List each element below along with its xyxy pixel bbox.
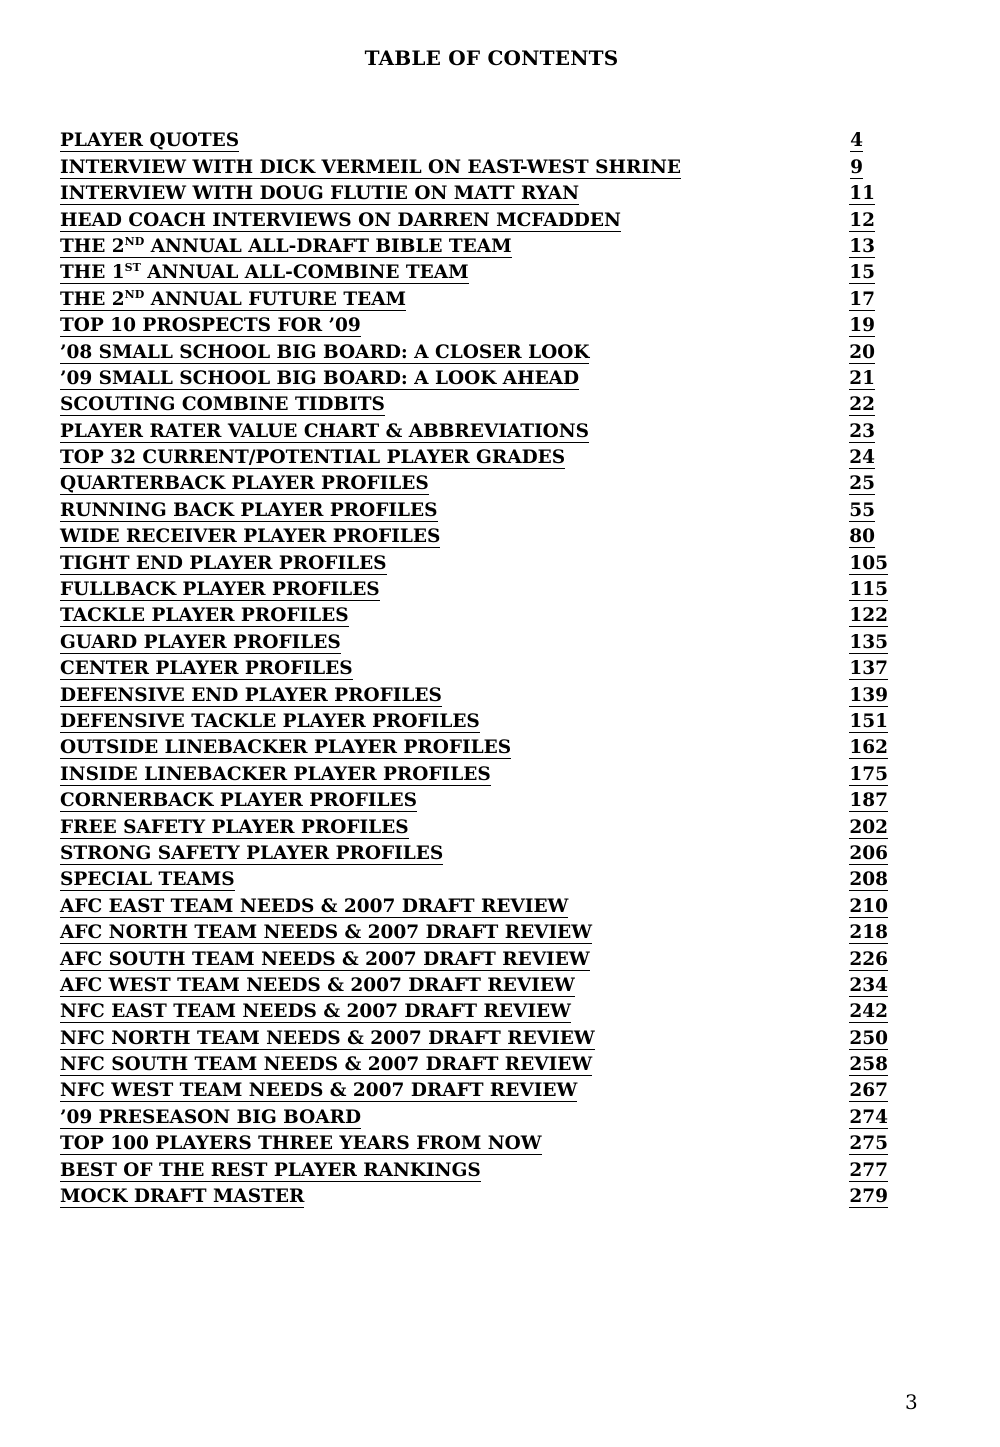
toc-entry-title-text: PLAYER RATER VALUE CHART & ABBREVIATIONS: [60, 420, 590, 442]
toc-entry-page-number[interactable]: 137: [849, 658, 888, 680]
toc-entry[interactable]: [60, 1182, 888, 1208]
toc-entry-title-text: SCOUTING COMBINE TIDBITS: [60, 394, 385, 416]
toc-entry-page-number[interactable]: 80: [849, 526, 875, 548]
toc-entry-title[interactable]: [60, 843, 443, 865]
toc-entry-title-text: NFC NORTH TEAM NEEDS & 2007 DRAFT REVIEW: [60, 1027, 595, 1049]
toc-entry-title[interactable]: [60, 605, 349, 627]
toc-entry-page-number[interactable]: 175: [849, 763, 888, 785]
toc-entry-title-text: DEFENSIVE END PLAYER PROFILES: [60, 684, 442, 706]
toc-entry-title-text: ANNUAL ALL-DRAFT BIBLE TEAM: [144, 235, 512, 257]
toc-entry-page-number[interactable]: 206: [849, 842, 888, 864]
toc-entry-title[interactable]: [60, 922, 592, 944]
toc-entry[interactable]: [60, 654, 888, 680]
toc-entry-title[interactable]: [60, 1160, 481, 1182]
toc-entry-title[interactable]: [60, 579, 380, 601]
toc-entry-page-number[interactable]: 274: [849, 1106, 888, 1128]
toc-entry-title-text: STRONG SAFETY PLAYER PROFILES: [60, 842, 444, 864]
toc-entry-title[interactable]: [60, 315, 361, 337]
toc-entry-title-text: ANNUAL FUTURE TEAM: [144, 288, 407, 310]
toc-entry-title[interactable]: [60, 368, 579, 390]
toc-entry-title[interactable]: [60, 1133, 542, 1155]
toc-entry[interactable]: [60, 284, 888, 310]
toc-entry[interactable]: [60, 918, 888, 944]
toc-entry[interactable]: [60, 548, 888, 574]
toc-entry-title[interactable]: [60, 1107, 361, 1129]
toc-entry-title-text: CORNERBACK PLAYER PROFILES: [60, 790, 417, 812]
toc-entry[interactable]: [60, 311, 888, 337]
toc-entry-title[interactable]: [60, 262, 469, 284]
toc-entry-title-text: TIGHT END PLAYER PROFILES: [60, 552, 387, 574]
toc-entry-page-number[interactable]: 151: [849, 710, 888, 732]
toc-entry[interactable]: [60, 680, 888, 706]
toc-entry-title[interactable]: [60, 394, 385, 416]
toc-entry-title-text: PLAYER QUOTES: [60, 130, 240, 152]
toc-entry[interactable]: [60, 733, 888, 759]
toc-entry-title[interactable]: [60, 764, 491, 786]
toc-entry-page-number[interactable]: 202: [849, 816, 888, 838]
toc-entry-title-text: DEFENSIVE TACKLE PLAYER PROFILES: [60, 710, 480, 732]
toc-entry[interactable]: [60, 469, 888, 495]
toc-entry-page-number[interactable]: 105: [849, 552, 888, 574]
toc-entry-page-number[interactable]: 267: [849, 1080, 888, 1102]
toc-entry[interactable]: [60, 416, 888, 442]
toc-entry-title-text: RUNNING BACK PLAYER PROFILES: [60, 499, 438, 521]
toc-entry-title-text: ’09 SMALL SCHOOL BIG BOARD: A LOOK AHEAD: [60, 367, 580, 389]
toc-entry-title[interactable]: [60, 1054, 592, 1076]
toc-entry[interactable]: [60, 258, 888, 284]
toc-entry[interactable]: [60, 1155, 888, 1181]
page-title: TABLE OF CONTENTS: [364, 46, 619, 70]
toc-entry-title-text: AFC SOUTH TEAM NEEDS & 2007 DRAFT REVIEW: [60, 948, 590, 970]
toc-entry-title[interactable]: [60, 1028, 595, 1050]
toc-entry-title-text: THE 2: [60, 288, 125, 310]
toc-entry-title-text: OUTSIDE LINEBACKER PLAYER PROFILES: [60, 737, 512, 759]
toc-entry-title[interactable]: [60, 447, 565, 469]
toc-entry[interactable]: [60, 891, 888, 917]
toc-entry-title[interactable]: [60, 1080, 577, 1102]
toc-entry-title-text: BEST OF THE REST PLAYER RANKINGS: [60, 1159, 481, 1181]
toc-entry-title[interactable]: [60, 869, 235, 891]
toc-entry[interactable]: [60, 205, 888, 231]
toc-entry-title[interactable]: [60, 1186, 304, 1208]
table-of-contents: [60, 126, 888, 1208]
toc-entry[interactable]: [60, 971, 888, 997]
toc-entry-title[interactable]: [60, 500, 438, 522]
toc-entry[interactable]: [60, 627, 888, 653]
toc-entry-title-text: SPECIAL TEAMS: [60, 869, 235, 891]
toc-entry-title[interactable]: [60, 210, 621, 232]
toc-entry[interactable]: [60, 126, 888, 152]
toc-entry-title-text: THE 2: [60, 235, 125, 257]
toc-entry-page-number[interactable]: 20: [849, 341, 875, 363]
toc-entry[interactable]: [60, 759, 888, 785]
toc-entry-title[interactable]: [60, 526, 440, 548]
toc-entry-title-text: ANNUAL ALL-COMBINE TEAM: [140, 262, 469, 284]
toc-entry[interactable]: [60, 812, 888, 838]
toc-entry-title-text: NFC EAST TEAM NEEDS & 2007 DRAFT REVIEW: [60, 1001, 571, 1023]
toc-entry-title-text: FULLBACK PLAYER PROFILES: [60, 579, 380, 601]
toc-entry-title-text: MOCK DRAFT MASTER: [60, 1186, 305, 1208]
toc-entry[interactable]: [60, 1050, 888, 1076]
page-number: 3: [905, 1390, 918, 1414]
toc-entry[interactable]: [60, 1129, 888, 1155]
toc-entry[interactable]: [60, 601, 888, 627]
toc-entry-title[interactable]: [60, 975, 575, 997]
toc-entry[interactable]: [60, 337, 888, 363]
toc-entry-title[interactable]: [60, 949, 590, 971]
toc-entry[interactable]: [60, 865, 888, 891]
toc-entry-title[interactable]: [60, 896, 568, 918]
toc-entry-page-number[interactable]: 275: [849, 1133, 888, 1155]
toc-entry-page-number[interactable]: 17: [849, 288, 875, 310]
toc-entry[interactable]: [60, 786, 888, 812]
toc-entry-title-text: QUARTERBACK PLAYER PROFILES: [60, 473, 429, 495]
toc-entry-page-number[interactable]: 4: [850, 130, 863, 152]
toc-entry-page-number[interactable]: 122: [849, 605, 888, 627]
toc-entry[interactable]: [60, 575, 888, 601]
toc-entry-page-number[interactable]: 19: [849, 315, 875, 337]
ordinal-suffix: ST: [124, 261, 141, 275]
toc-entry[interactable]: [60, 944, 888, 970]
toc-entry[interactable]: [60, 152, 888, 178]
toc-entry-title-text: ’09 PRESEASON BIG BOARD: [60, 1106, 362, 1128]
toc-entry-page-number[interactable]: 15: [849, 262, 875, 284]
toc-entry[interactable]: [60, 1076, 888, 1102]
toc-entry-title-text: HEAD COACH INTERVIEWS ON DARREN MCFADDEN: [60, 209, 621, 231]
toc-entry[interactable]: [60, 707, 888, 733]
toc-entry-title-text: FREE SAFETY PLAYER PROFILES: [60, 816, 409, 838]
toc-entry-page-number[interactable]: 23: [849, 420, 875, 442]
toc-entry-page-number[interactable]: 258: [849, 1054, 888, 1076]
toc-entry-page-number[interactable]: 24: [849, 447, 875, 469]
toc-entry[interactable]: [60, 495, 888, 521]
toc-entry-title[interactable]: [60, 421, 589, 443]
toc-entry[interactable]: [60, 179, 888, 205]
ordinal-suffix: ND: [124, 287, 145, 301]
toc-entry-title-text: CENTER PLAYER PROFILES: [60, 658, 353, 680]
toc-entry-page-number[interactable]: 22: [849, 394, 875, 416]
toc-entry-title-text: NFC WEST TEAM NEEDS & 2007 DRAFT REVIEW: [60, 1080, 578, 1102]
toc-entry-title[interactable]: [60, 130, 239, 152]
toc-entry-title-text: ’08 SMALL SCHOOL BIG BOARD: A CLOSER LOOK: [60, 341, 590, 363]
toc-entry-title[interactable]: [60, 737, 511, 759]
toc-entry-title[interactable]: [60, 632, 341, 654]
toc-entry-title[interactable]: [60, 236, 512, 258]
toc-entry[interactable]: [60, 390, 888, 416]
toc-entry[interactable]: [60, 839, 888, 865]
toc-entry-title[interactable]: [60, 289, 406, 311]
toc-entry-title-text: INTERVIEW WITH DICK VERMEIL ON EAST-WEST SHRINE: [60, 156, 682, 178]
toc-entry[interactable]: [60, 1023, 888, 1049]
toc-entry-page-number[interactable]: 25: [849, 473, 875, 495]
toc-entry[interactable]: [60, 443, 888, 469]
toc-entry-title[interactable]: [60, 473, 429, 495]
toc-entry-page-number[interactable]: 139: [849, 684, 888, 706]
toc-entry[interactable]: [60, 364, 888, 390]
toc-entry[interactable]: [60, 232, 888, 258]
toc-entry-title-text: INTERVIEW WITH DOUG FLUTIE ON MATT RYAN: [60, 183, 580, 205]
toc-entry-page-number[interactable]: 21: [849, 367, 875, 389]
toc-entry-title[interactable]: [60, 342, 589, 364]
toc-entry-page-number[interactable]: 242: [849, 1001, 888, 1023]
toc-entry-page-number[interactable]: 135: [849, 631, 888, 653]
toc-entry-page-number[interactable]: 11: [849, 183, 875, 205]
toc-entry-title-text: GUARD PLAYER PROFILES: [60, 631, 341, 653]
toc-entry-page-number[interactable]: 115: [849, 579, 888, 601]
toc-entry-page-number[interactable]: 210: [849, 895, 888, 917]
toc-entry-page-number[interactable]: 162: [849, 737, 888, 759]
toc-entry-title-text: AFC EAST TEAM NEEDS & 2007 DRAFT REVIEW: [60, 895, 569, 917]
toc-entry-title[interactable]: [60, 711, 480, 733]
toc-entry-page-number[interactable]: 208: [849, 869, 888, 891]
toc-entry-page-number[interactable]: 226: [849, 948, 888, 970]
toc-entry-page-number[interactable]: 234: [849, 974, 888, 996]
toc-entry-title-text: WIDE RECEIVER PLAYER PROFILES: [60, 526, 441, 548]
toc-entry-title[interactable]: [60, 1001, 571, 1023]
toc-entry[interactable]: [60, 1102, 888, 1128]
toc-entry-title-text: TACKLE PLAYER PROFILES: [60, 605, 349, 627]
toc-entry-title[interactable]: [60, 790, 417, 812]
toc-entry-title[interactable]: [60, 685, 442, 707]
toc-entry-title[interactable]: [60, 183, 579, 205]
toc-entry-page-number[interactable]: 218: [849, 922, 888, 944]
toc-entry-title-text: THE 1: [60, 262, 125, 284]
toc-entry-title-text: AFC WEST TEAM NEEDS & 2007 DRAFT REVIEW: [60, 974, 575, 996]
toc-entry-page-number[interactable]: 9: [850, 156, 863, 178]
toc-entry-title-text: TOP 100 PLAYERS THREE YEARS FROM NOW: [60, 1133, 542, 1155]
toc-entry-page-number[interactable]: 13: [849, 235, 875, 257]
ordinal-suffix: ND: [124, 234, 145, 248]
toc-entry-title-text: TOP 10 PROSPECTS FOR ’09: [60, 315, 361, 337]
toc-entry-title[interactable]: [60, 658, 353, 680]
toc-entry-page-number[interactable]: 12: [849, 209, 875, 231]
toc-entry-title-text: AFC NORTH TEAM NEEDS & 2007 DRAFT REVIEW: [60, 922, 593, 944]
toc-entry[interactable]: [60, 522, 888, 548]
toc-entry-title[interactable]: [60, 157, 681, 179]
toc-entry-page-number[interactable]: 277: [849, 1159, 888, 1181]
toc-entry-page-number[interactable]: 55: [849, 499, 875, 521]
toc-entry-page-number[interactable]: 187: [849, 790, 888, 812]
toc-entry-title-text: INSIDE LINEBACKER PLAYER PROFILES: [60, 763, 491, 785]
toc-entry[interactable]: [60, 997, 888, 1023]
toc-entry-title[interactable]: [60, 817, 409, 839]
toc-entry-title[interactable]: [60, 553, 387, 575]
toc-entry-page-number[interactable]: 250: [849, 1027, 888, 1049]
toc-entry-title-text: NFC SOUTH TEAM NEEDS & 2007 DRAFT REVIEW: [60, 1054, 593, 1076]
toc-entry-title-text: TOP 32 CURRENT/POTENTIAL PLAYER GRADES: [60, 447, 566, 469]
toc-entry-page-number[interactable]: 279: [849, 1186, 888, 1208]
